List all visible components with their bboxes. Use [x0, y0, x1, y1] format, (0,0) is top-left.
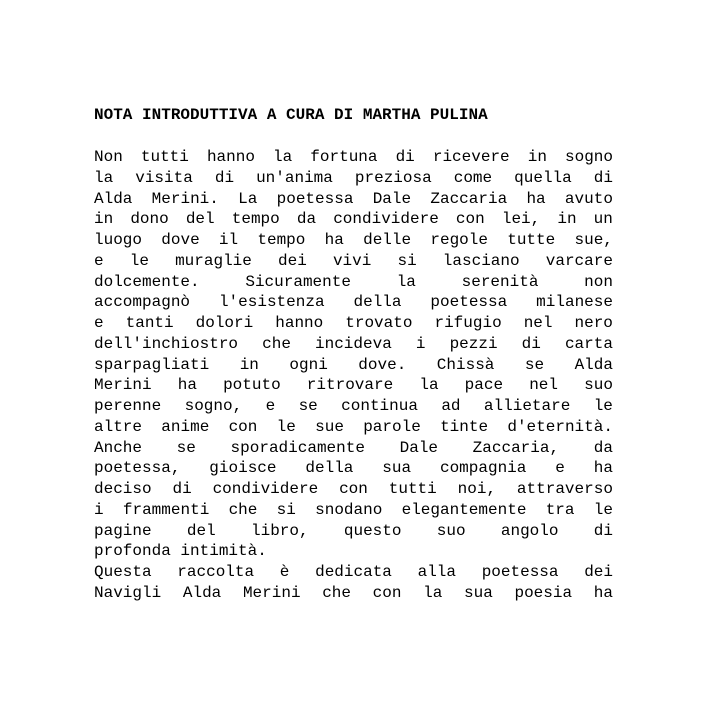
word: che: [228, 500, 258, 519]
word: se: [176, 438, 196, 457]
word: poetessa: [276, 189, 354, 208]
word: se: [298, 397, 318, 415]
word: Merini: [94, 376, 152, 395]
word: avuto: [564, 189, 613, 208]
word: in: [239, 355, 259, 374]
word: Chissà: [436, 355, 495, 374]
word: sparpagliati: [94, 355, 210, 374]
heading-spacer: [94, 126, 613, 147]
word: ha: [324, 231, 344, 249]
word: tutti: [388, 480, 437, 498]
text-line: [94, 375, 613, 396]
word: e: [94, 251, 104, 270]
text-line: [94, 189, 613, 210]
word: che: [322, 583, 352, 602]
word: della: [353, 293, 402, 312]
word: Alda: [574, 355, 613, 374]
word: in: [94, 210, 114, 229]
word: incideva: [315, 334, 392, 353]
text-line: [94, 251, 613, 272]
word: ha: [526, 189, 546, 208]
word: la: [419, 376, 439, 395]
word: vivi: [332, 251, 372, 270]
word: del: [186, 521, 216, 540]
text-line: [94, 479, 613, 500]
word: l'esistenza: [218, 293, 325, 312]
word: questo: [343, 521, 402, 540]
word: le: [593, 500, 613, 519]
word: visita: [135, 168, 193, 187]
word: dedicata: [315, 563, 392, 581]
word: poetessa: [481, 563, 559, 581]
word: Zaccaria: [430, 189, 508, 208]
text-line: [94, 355, 613, 376]
word: di: [395, 148, 415, 166]
word: dono: [130, 210, 169, 229]
word: La: [238, 189, 258, 208]
word: che: [262, 334, 291, 353]
word: profonda intimità.: [94, 542, 267, 561]
word: angolo: [500, 521, 559, 540]
word: un'anima: [256, 168, 333, 187]
word: carta: [564, 334, 613, 353]
word: sporadicamente: [230, 438, 365, 457]
word: Navigli: [94, 583, 162, 602]
word: condividere: [333, 210, 439, 229]
word: snodano: [315, 500, 383, 519]
word: poesia: [514, 583, 573, 602]
word: dolcemente.: [94, 272, 200, 291]
word: Alda: [182, 583, 222, 602]
word: deciso: [94, 480, 152, 498]
word: pagine: [94, 521, 152, 540]
word: del: [185, 210, 215, 229]
word: luogo: [94, 231, 143, 249]
word: pezzi: [449, 334, 498, 353]
text-line: [94, 334, 613, 355]
word: Alda: [94, 189, 133, 208]
word: è: [279, 563, 290, 581]
word: elegantemente: [401, 500, 527, 519]
word: il: [218, 231, 239, 249]
word: noi,: [457, 480, 497, 498]
word: tempo: [257, 231, 306, 249]
word: rifugio: [434, 314, 502, 332]
word: perenne: [94, 397, 162, 415]
word: dei: [278, 251, 307, 270]
word: di: [593, 521, 613, 540]
word: alla: [417, 563, 456, 581]
word: gioisce: [209, 459, 277, 478]
word: con: [372, 583, 402, 602]
word: accompagnò: [94, 293, 191, 312]
text-line: [94, 147, 613, 168]
word: non: [584, 272, 613, 291]
word: pace: [464, 376, 504, 395]
word: sue: [315, 417, 344, 436]
word: attraverso: [516, 480, 613, 498]
word: dove: [161, 231, 200, 249]
word: continua: [341, 397, 418, 415]
word: Dale: [372, 189, 412, 208]
word: quella: [514, 168, 572, 187]
word: sua: [382, 459, 412, 478]
word: si: [397, 251, 417, 270]
text-line: [94, 272, 613, 293]
word: la: [423, 583, 443, 602]
body-text: [94, 147, 613, 604]
word: le: [593, 397, 613, 415]
word: da: [296, 210, 317, 229]
word: muraglie: [175, 251, 252, 270]
word: tutte: [507, 231, 556, 249]
word: preziosa: [354, 168, 432, 187]
word: allietare: [483, 397, 571, 415]
word: la: [94, 168, 114, 187]
word: le: [276, 417, 296, 436]
word: hanno: [206, 148, 255, 166]
text-line: [94, 500, 613, 521]
word: poetessa: [430, 293, 508, 312]
word: della: [305, 459, 354, 478]
word: poetessa,: [94, 459, 181, 478]
word: di: [521, 334, 541, 353]
word: e: [265, 397, 276, 415]
word: nel: [523, 314, 553, 332]
text-line: [94, 562, 613, 583]
word: in: [557, 210, 577, 229]
word: sogno: [564, 148, 613, 166]
word: potuto: [223, 376, 281, 395]
word: Merini: [242, 583, 301, 602]
text-line: [94, 458, 613, 479]
word: dell'inchiostro: [94, 334, 239, 353]
text-line: [94, 521, 613, 542]
text-line: [94, 313, 613, 334]
word: un: [593, 210, 613, 229]
word: ritrovare: [306, 376, 394, 395]
word: Questa: [94, 563, 152, 581]
word: delle: [363, 231, 412, 249]
word: condividere: [212, 480, 319, 498]
word: lei,: [501, 210, 541, 229]
word: libro,: [250, 521, 309, 540]
word: suo: [584, 376, 613, 395]
text-line: [94, 541, 613, 562]
text-line: [94, 292, 613, 313]
word: Zaccaria,: [472, 438, 560, 457]
word: ad: [441, 397, 461, 415]
word: con: [339, 480, 368, 498]
word: con: [455, 210, 485, 229]
word: hanno: [275, 314, 324, 332]
word: tra: [545, 500, 575, 519]
word: varcare: [545, 251, 613, 270]
word: la: [273, 148, 293, 166]
word: d'eternità.: [507, 417, 613, 436]
word: la: [396, 272, 416, 291]
word: dolori: [195, 314, 254, 332]
word: compagnia: [439, 459, 527, 478]
word: tutti: [140, 148, 189, 166]
word: trovato: [345, 314, 413, 332]
word: dove.: [358, 355, 407, 374]
word: regole: [430, 231, 488, 249]
word: ha: [177, 376, 197, 395]
word: anime: [161, 417, 210, 436]
word: i: [94, 500, 104, 519]
word: tinte: [440, 417, 489, 436]
word: sua: [464, 583, 493, 602]
text-line: [94, 209, 613, 230]
word: nero: [574, 314, 613, 332]
word: nel: [529, 376, 559, 395]
word: raccolta: [177, 563, 255, 581]
text-line: [94, 438, 613, 459]
word: tempo: [231, 210, 280, 229]
word: come: [453, 168, 493, 187]
word: Anche: [94, 438, 143, 457]
word: in: [527, 148, 547, 166]
word: dei: [584, 563, 613, 581]
word: fortuna: [310, 148, 378, 166]
word: lasciano: [442, 251, 520, 270]
word: tanti: [125, 314, 174, 332]
word: sogno,: [184, 397, 243, 415]
word: con: [228, 417, 258, 436]
word: di: [214, 168, 235, 187]
word: ricevere: [432, 148, 510, 166]
word: e: [94, 314, 104, 332]
word: suo: [436, 521, 466, 540]
word: di: [593, 168, 613, 187]
word: Sicuramente: [245, 272, 351, 291]
word: Dale: [399, 438, 439, 457]
word: frammenti: [122, 500, 210, 519]
word: ha: [593, 583, 613, 602]
word: altre: [94, 417, 143, 436]
word: si: [276, 500, 296, 519]
word: Non: [94, 148, 123, 166]
word: di: [172, 480, 192, 498]
word: ha: [593, 459, 613, 478]
word: e: [555, 459, 565, 478]
word: se: [524, 355, 545, 374]
text-line: [94, 230, 613, 251]
word: milanese: [536, 293, 613, 312]
text-line: [94, 168, 613, 189]
text-line: [94, 396, 613, 417]
word: le: [129, 251, 149, 270]
text-line: [94, 417, 613, 438]
document-page: [94, 105, 613, 604]
word: serenità: [461, 272, 539, 291]
document-heading: NOTA INTRODUTTIVA A CURA DI MARTHA PULINA: [94, 106, 488, 124]
word: sue,: [574, 231, 613, 249]
word: ogni: [289, 355, 328, 374]
text-line: [94, 583, 613, 604]
word: Merini.: [151, 189, 219, 208]
word: i: [415, 334, 426, 353]
word: da: [593, 438, 613, 457]
word: parole: [363, 417, 421, 436]
